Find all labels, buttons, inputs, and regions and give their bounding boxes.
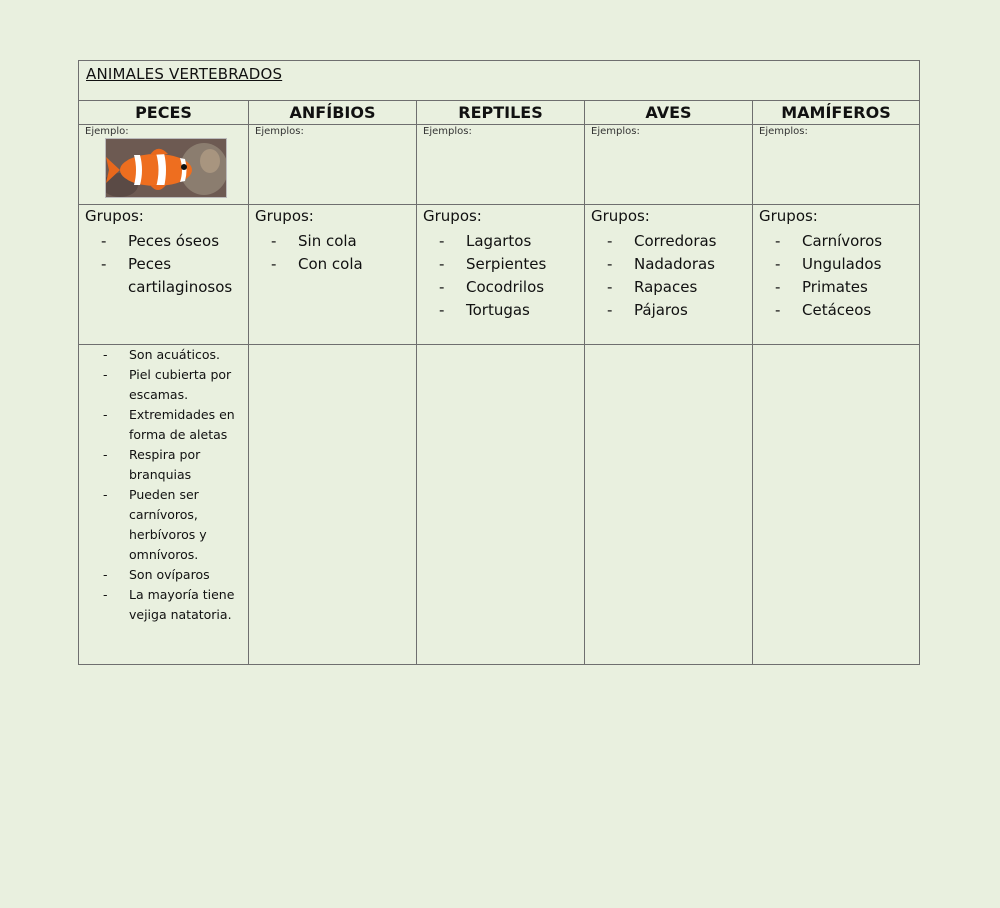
list-item: - Son acuáticos.	[103, 345, 248, 365]
groups-cell-reptiles	[417, 205, 584, 345]
characteristics-cell-peces	[79, 345, 248, 908]
column-header-aves: AVES	[585, 101, 752, 125]
characteristics-cell-aves	[585, 345, 752, 908]
column-peces	[79, 101, 249, 664]
list-item: - Peces óseos	[101, 230, 244, 253]
examples-cell-peces	[79, 125, 248, 205]
clownfish-image	[105, 138, 227, 198]
list-item: - Lagartos	[439, 230, 580, 253]
characteristics-cell-reptiles	[417, 345, 584, 908]
examples-cell-aves	[585, 125, 752, 205]
list-item: - Peces cartilaginosos	[101, 253, 244, 299]
table-title: ANIMALES VERTEBRADOS	[86, 65, 283, 83]
groups-title: Grupos:	[591, 207, 650, 225]
groups-cell-aves	[585, 205, 752, 345]
example-label: Ejemplos:	[255, 126, 304, 137]
example-label: Ejemplos:	[423, 126, 472, 137]
examples-cell-mamiferos	[753, 125, 919, 205]
list-item: - Cetáceos	[775, 299, 915, 322]
list-item: - Serpientes	[439, 253, 580, 276]
column-header-anfibios: ANFÍBIOS	[249, 101, 416, 125]
column-mamiferos	[753, 101, 919, 664]
groups-title: Grupos:	[85, 207, 144, 225]
list-item: - Piel cubierta por escamas.	[103, 365, 248, 405]
list-item: - La mayoría tiene vejiga natatoria.	[103, 585, 248, 625]
list-item: - Primates	[775, 276, 915, 299]
list-item: - Tortugas	[439, 299, 580, 322]
list-item: - Carnívoros	[775, 230, 915, 253]
groups-cell-mamiferos	[753, 205, 919, 345]
example-label: Ejemplo:	[85, 126, 129, 137]
list-item: - Respira por branquias	[103, 445, 248, 485]
groups-list-mamiferos	[775, 230, 915, 322]
list-item: - Sin cola	[271, 230, 412, 253]
column-header-reptiles: REPTILES	[417, 101, 584, 125]
list-item: - Cocodrilos	[439, 276, 580, 299]
groups-list-peces	[101, 230, 244, 299]
column-header-peces: PECES	[79, 101, 248, 125]
column-anfibios	[249, 101, 417, 664]
groups-list-reptiles	[439, 230, 580, 322]
list-item: - Pájaros	[607, 299, 748, 322]
example-label: Ejemplos:	[591, 126, 640, 137]
list-item: - Rapaces	[607, 276, 748, 299]
groups-title: Grupos:	[255, 207, 314, 225]
list-item: - Nadadoras	[607, 253, 748, 276]
groups-list-anfibios	[271, 230, 412, 276]
groups-cell-anfibios	[249, 205, 416, 345]
groups-title: Grupos:	[759, 207, 818, 225]
vertebrates-table	[78, 60, 920, 665]
examples-cell-reptiles	[417, 125, 584, 205]
groups-title: Grupos:	[423, 207, 482, 225]
column-header-mamiferos: MAMÍFEROS	[753, 101, 919, 125]
characteristics-cell-mamiferos	[753, 345, 919, 908]
example-label: Ejemplos:	[759, 126, 808, 137]
list-item: - Pueden ser carnívoros, herbívoros y omnívoros.	[103, 485, 248, 565]
list-item: - Con cola	[271, 253, 412, 276]
groups-list-aves	[607, 230, 748, 322]
characteristics-cell-anfibios	[249, 345, 416, 908]
groups-cell-peces	[79, 205, 248, 345]
list-item: - Extremidades en forma de aletas	[103, 405, 248, 445]
title-row	[79, 61, 919, 101]
list-item: - Ungulados	[775, 253, 915, 276]
column-reptiles	[417, 101, 585, 664]
column-aves	[585, 101, 753, 664]
examples-cell-anfibios	[249, 125, 416, 205]
list-item: - Corredoras	[607, 230, 748, 253]
characteristics-list	[103, 345, 248, 625]
list-item: - Son ovíparos	[103, 565, 248, 585]
clownfish-icon	[106, 139, 226, 197]
